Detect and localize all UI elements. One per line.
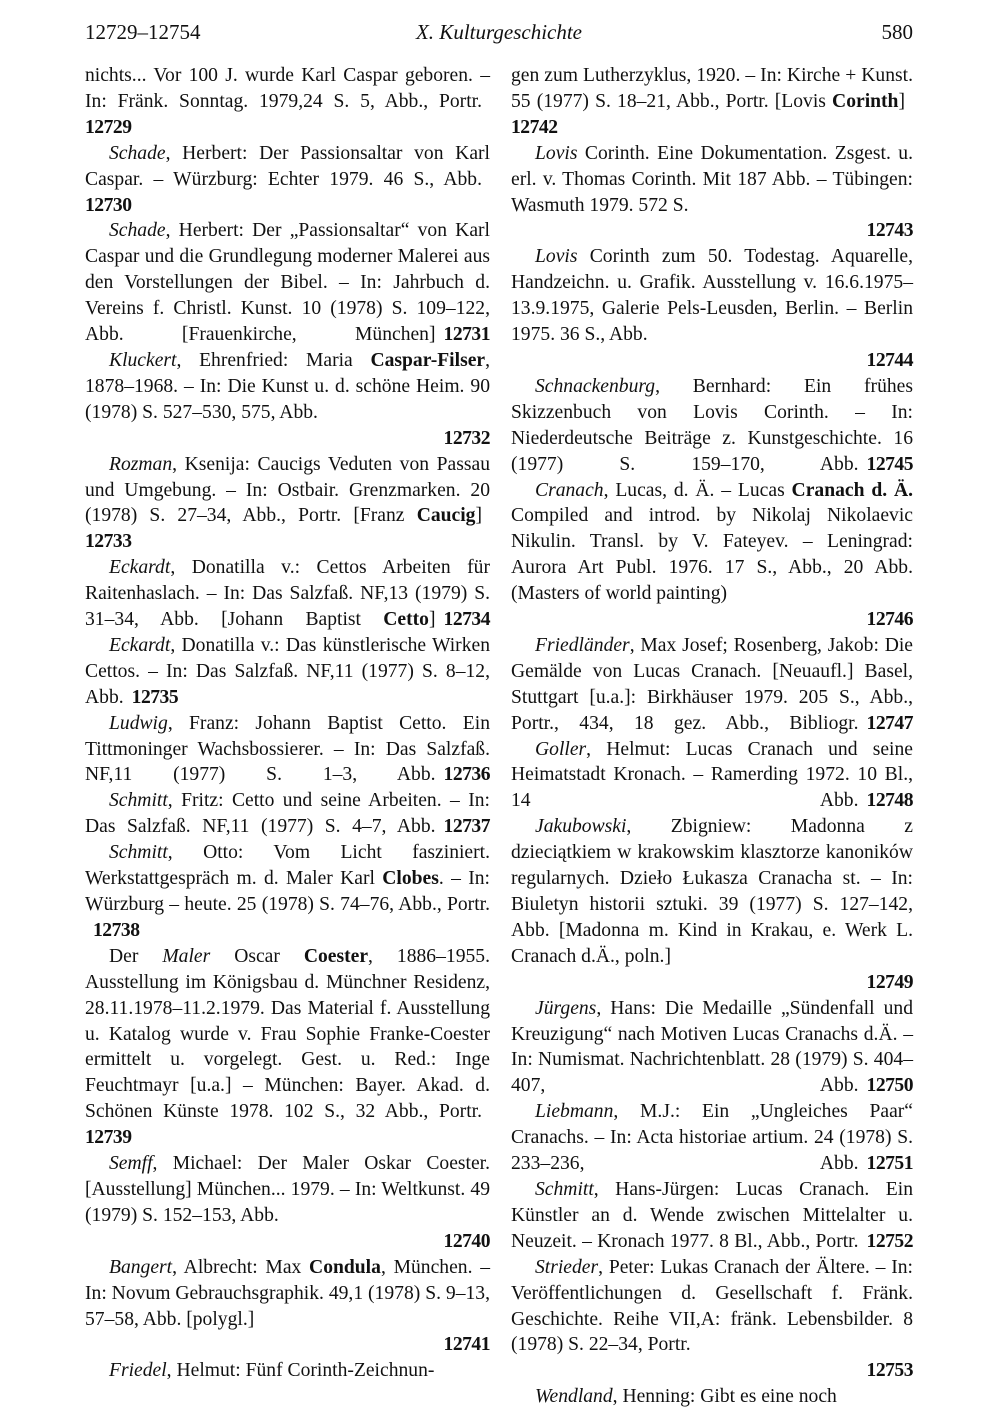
entry-author: Schade	[109, 220, 166, 242]
bibliography-entry	[511, 1177, 913, 1255]
bibliography-entry	[511, 996, 913, 1100]
entry-author: Lovis	[535, 142, 578, 164]
entry-number: 12747	[866, 712, 913, 734]
entry-text: nichts... Vor 100 J. wurde Karl Caspar geboren. – In: Fränk. Sonntag. 1979,24 S. 5, Abb., Portr.	[85, 65, 490, 112]
entry-text: , Peter: Lukas Cranach der Ältere. – In: Veröffentlichungen d. Gesellschaft f. Fränk. Geschichte. Reihe VII,A: fränk. Lebensbilder. 8 (1978) S. 22–34, Portr.	[511, 1256, 913, 1356]
section-title: X. Kulturgeschichte	[415, 20, 583, 44]
entry-author: Schmitt	[109, 842, 168, 864]
entry-text: , Fritz: Cetto und seine Arbeiten. – In: Das Salzfaß. NF,11 (1977) S. 4–7, Abb.	[85, 790, 490, 838]
bibliography-entry	[511, 633, 913, 737]
entry-text: gen zum Lutherzyklus, 1920. – In: Kirche + Kunst. 55 (1977) S. 18–21, Abb., Portr. [Lovis	[511, 65, 913, 112]
entry-text: Der	[109, 945, 163, 967]
entry-text: , Lucas, d. Ä. – Lucas	[603, 479, 792, 501]
entry-author: Schnackenburg	[535, 375, 656, 397]
entry-text: , Helmut: Lucas Cranach und seine Heimatstadt Kronach. – Ramerding 1972. 10 Bl., 14 Abb.	[511, 738, 913, 812]
entry-author: Friedel	[109, 1360, 167, 1382]
entry-text: , München. – In: Novum Gebrauchsgraphik. 49,1 (1978) S. 9–13, 57–58, Abb. [polygl.]	[85, 1256, 490, 1330]
page-number: 580	[881, 20, 913, 44]
entry-number: 12752	[866, 1230, 913, 1252]
bibliography-entry	[85, 555, 490, 633]
entry-author: Ludwig	[109, 712, 168, 734]
entry-text: , Albrecht: Max	[172, 1256, 310, 1278]
entry-subject: Condula	[309, 1256, 381, 1278]
entry-text: . – In: Würzburg – heute. 25 (1978) S. 74–76, Abb., Portr.	[85, 868, 490, 915]
entry-author: Strieder	[535, 1256, 599, 1278]
entry-author: Rozman	[109, 453, 173, 475]
bibliography-entry	[511, 1099, 913, 1177]
entry-text: , Ksenija: Caucigs Veduten von Passau und Umgebung. – In: Ostbair. Grenzmarken. 20 (1978) S. 27–34, Abb., Portr. [Franz	[85, 453, 490, 527]
bibliography-entry	[85, 141, 490, 219]
bibliography-entry	[85, 788, 490, 840]
bibliography-entry	[511, 141, 913, 245]
entry-text: , Donatilla v.: Das künstlerische Wirken Cettos. – In: Das Salzfaß. NF,11 (1977) S. 8–12, Abb.	[85, 634, 490, 708]
entry-number: 12739	[85, 1127, 132, 1149]
entry-text: , Bernhard: Ein frühes Skizzenbuch von Lovis Corinth. – In: Niederdeutsche Beiträge z. Kunstgeschichte. 16 (1977) S. 159–170, Abb.	[511, 375, 913, 475]
bibliography-entry	[511, 1255, 913, 1385]
entry-subject: Clobes	[382, 868, 439, 890]
entry-subject: Cetto	[383, 609, 429, 631]
entry-subject: Caucig	[416, 505, 476, 527]
entry-author: Schmitt	[535, 1178, 594, 1200]
entry-text: , M.J.: Ein „Ungleiches Paar“ Cranachs. – In: Acta historiae artium. 24 (1978) S. 233–236, Abb.	[511, 1101, 913, 1175]
bibliography-entry	[85, 1358, 490, 1384]
entry-author: Kluckert	[109, 349, 177, 371]
entry-text: Compiled and introd. by Nikolaj Nikolaevic Nikulin. Transl. by V. Fateyev. – Leningrad: Aurora Art Publ. 1976. 17 S., Abb., 20 Abb. (Masters of world painting)	[511, 505, 913, 605]
bibliography-entry	[85, 1255, 490, 1359]
entry-author: Eckardt	[109, 557, 171, 579]
entry-subject: Caspar-Filser	[370, 349, 486, 371]
entry-range: 12729–12754	[85, 20, 201, 44]
left-column	[85, 63, 490, 1384]
bibliography-entry	[85, 218, 490, 348]
entry-text: , Franz: Johann Baptist Cetto. Ein Tittmoninger Wachsbossierer. – In: Das Salzfaß. NF,11 (1977) S. 1–3, Abb.	[85, 712, 490, 786]
entry-text: , Max Josef; Rosenberg, Jakob: Die Gemälde von Lucas Cranach. [Neuaufl.] Basel, Stuttgart [u.a.]: Birkhäuser 1979. 205 S., Abb., Portr., 434, 18 gez. Abb., Bibliogr.	[511, 634, 913, 734]
bibliography-entry	[85, 633, 490, 711]
entry-author: Eckardt	[109, 634, 171, 656]
bibliography-entry	[511, 814, 913, 995]
entry-number: 12753	[866, 1360, 913, 1382]
bibliography-entry	[511, 374, 913, 478]
entry-number: 12733	[85, 531, 132, 553]
entry-text: , Hans-Jürgen: Lucas Cranach. Ein Künstler an d. Wende zwischen Mittelalter u. Neuzeit. – Kronach 1977. 8 Bl., Abb., Portr.	[511, 1178, 913, 1252]
page-header	[85, 20, 913, 54]
entry-author: Friedländer	[535, 634, 630, 656]
entry-number: 12737	[443, 816, 490, 838]
entry-author: Goller	[535, 738, 587, 760]
entry-author: Cranach	[535, 479, 604, 501]
bibliography-entry	[85, 1151, 490, 1255]
bibliography-entry	[511, 1384, 913, 1410]
entry-text: , Hans: Die Medaille „Sündenfall und Kreuzigung“ nach Motiven Lucas Cranachs d.Ä. – In: Numismat. Nachrichtenblatt. 28 (1979) S. 404–407, Abb.	[511, 997, 913, 1097]
entry-number: 12744	[866, 349, 913, 371]
entry-author: Liebmann	[535, 1101, 614, 1123]
entry-author: Wendland	[535, 1386, 613, 1408]
entry-text: ]	[898, 90, 905, 112]
entry-number: 12740	[443, 1230, 490, 1252]
entry-text: ]	[428, 609, 436, 631]
entry-text: , Donatilla v.: Cettos Arbeiten für Raitenhaslach. – In: Das Salzfaß. NF,13 (1979) S. 31–34, Abb. [Johann Baptist	[85, 557, 490, 631]
entry-text: Corinth zum 50. Todestag. Aquarelle, Handzeichn. u. Grafik. Ausstellung v. 16.6.1975–13.9.1975, Galerie Pels-Leusden, Berlin. – Berlin 1975. 36 S., Abb.	[511, 246, 913, 346]
entry-text: , Herbert: Der Passionsaltar von Karl Caspar. – Würzburg: Echter 1979. 46 S., Abb.	[85, 142, 490, 190]
bibliography-entry	[511, 244, 913, 374]
entry-author: Schade	[109, 142, 166, 164]
entry-number: 12731	[443, 324, 490, 346]
entry-number: 12730	[85, 194, 132, 216]
entry-number: 12751	[866, 1153, 913, 1175]
entry-number: 12750	[866, 1075, 913, 1097]
entry-number: 12735	[131, 686, 179, 708]
bibliography-entry	[511, 737, 913, 815]
entry-text: Oscar	[210, 945, 304, 967]
entry-number: 12745	[866, 453, 913, 475]
entry-subject: Corinth	[832, 90, 899, 112]
entry-author: Semff	[109, 1153, 153, 1175]
entry-text: , Otto: Vom Licht fasziniert. Werkstattgespräch m. d. Maler Karl	[85, 842, 490, 890]
bibliography-entry	[85, 452, 490, 556]
entry-text: Corinth. Eine Dokumentation. Zsgest. u. erl. v. Thomas Corinth. Mit 187 Abb. – Tübingen: Wasmuth 1979. 572 S.	[511, 142, 913, 216]
entry-number: 12746	[866, 609, 913, 631]
entry-number: 12743	[866, 220, 913, 242]
entry-text: , Ehrenfried: Maria	[176, 349, 371, 371]
entry-text: ]	[475, 505, 482, 527]
entry-text: , 1878–1968. – In: Die Kunst u. d. schöne Heim. 90 (1978) S. 527–530, 575, Abb.	[85, 349, 490, 423]
entry-text: , Henning: Gibt es eine noch	[612, 1386, 837, 1408]
entry-text: , Helmut: Fünf Corinth-Zeichnun-	[166, 1360, 435, 1382]
entry-author: Jakubowski	[535, 816, 627, 838]
entry-number: 12742	[511, 116, 558, 138]
entry-author: Maler	[162, 945, 211, 967]
entry-number: 12734	[443, 609, 490, 631]
entry-number: 12738	[93, 919, 140, 941]
entry-text: , Herbert: Der „Passionsaltar“ von Karl Caspar und die Grundlegung moderner Malerei aus den Vorstellungen der Bibel. – In: Jahrbuch d. Vereins f. Christl. Kunst. 10 (1978) S. 109–122, Abb. [Frauenkirche, München]	[85, 220, 490, 346]
entry-subject: Cranach d. Ä.	[791, 479, 914, 501]
right-column	[511, 63, 913, 1410]
entry-author: Schmitt	[109, 790, 168, 812]
entry-text: , 1886–1955. Ausstellung im Königsbau d. Münchner Residenz, 28.11.1978–11.2.1979. Das Material f. Ausstellung u. Katalog wurde v. Frau Sophie Franke-Coester ermittelt u. vorgelegt. Gest. u. Red.: Inge Feuchtmayr [u.a.] – München: Bayer. Akad. d. Schönen Künste 1978. 102 S., 32 Abb., Portr.	[85, 945, 490, 1123]
entry-number: 12729	[85, 116, 132, 138]
bibliography-entry	[85, 63, 490, 141]
entry-number: 12748	[866, 790, 913, 812]
entry-number: 12736	[443, 764, 490, 786]
entry-text: , Zbigniew: Madonna z dzieciątkiem w krakowskim klasztorze kanoników regularnych. Dzieło Łukasza Cranacha st. – In: Biuletyn historii sztuki. 39 (1977) S. 127–142, Abb. [Madonna m. Kind in Krakau, e. Werk L. Cranach d.Ä., poln.]	[511, 816, 913, 967]
entry-author: Bangert	[109, 1256, 173, 1278]
bibliography-entry	[511, 63, 913, 141]
bibliography-entry	[85, 840, 490, 944]
entry-author: Lovis	[535, 246, 578, 268]
bibliography-entry	[85, 944, 490, 1151]
entry-subject: Coester	[303, 945, 369, 967]
bibliography-entry	[85, 711, 490, 789]
bibliography-entry	[85, 348, 490, 452]
entry-number: 12749	[866, 971, 913, 993]
entry-number: 12732	[443, 427, 490, 449]
entry-number: 12741	[443, 1334, 490, 1356]
entry-text: , Michael: Der Maler Oskar Coester. [Ausstellung] München... 1979. – In: Weltkunst. 49 (1979) S. 152–153, Abb.	[85, 1153, 490, 1226]
entry-author: Jürgens	[535, 997, 597, 1019]
bibliography-entry	[511, 478, 913, 633]
